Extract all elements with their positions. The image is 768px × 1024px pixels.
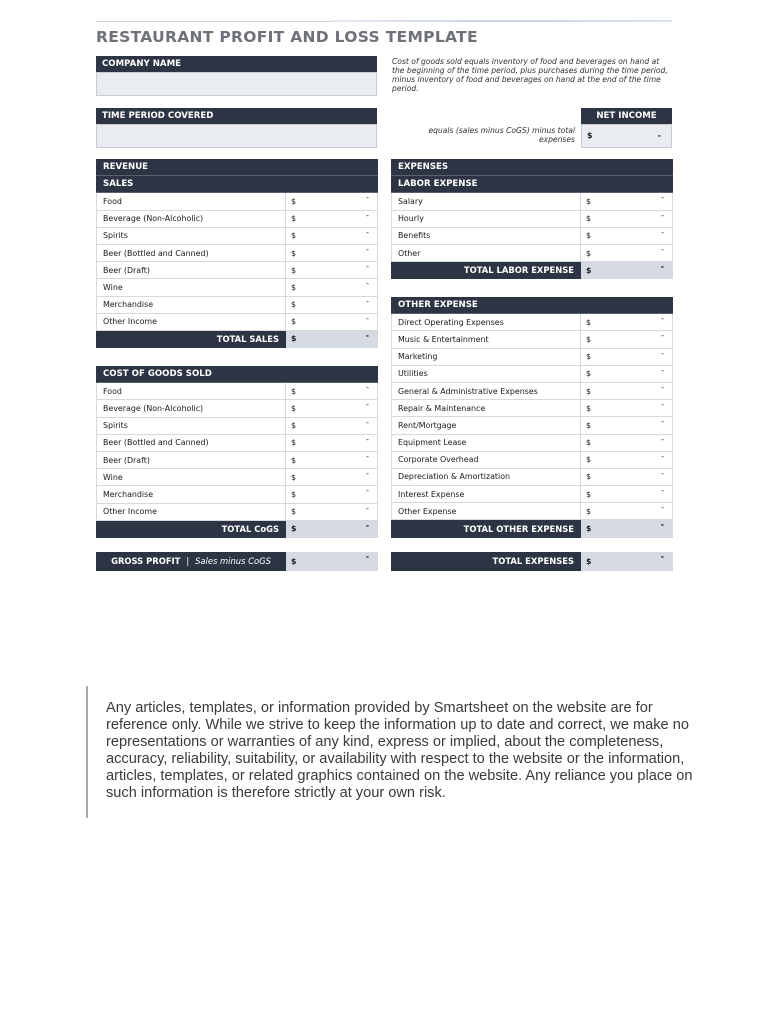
currency-symbol: $ — [586, 489, 592, 499]
sales-item-label: Food — [97, 193, 286, 210]
amount-value: - — [366, 486, 370, 496]
gross-profit-table — [96, 552, 378, 571]
disclaimer-text: Any articles, templates, or information provided by Smartsheet on the website are for reference only. While we strive to keep the information up to date and correct, we make no representations or warranties of any kind, express or implied, about the completeness, accuracy, reliability, suitability, or availability with respect to the website or the information, articles, templates, or related graphics contained on the website. Any reliance you place on such information is therefore strictly at your own risk. — [106, 700, 693, 801]
sales-item-label: Spirits — [97, 227, 286, 244]
currency-symbol: $ — [291, 317, 297, 327]
currency-symbol: $ — [586, 524, 592, 534]
sales-row-beverage — [97, 210, 378, 227]
other-row-music — [392, 331, 673, 348]
net-income-currency: $ — [587, 131, 593, 140]
other-item-amount[interactable] — [581, 451, 673, 468]
gross-profit-sublabel: Sales minus CoGS — [195, 556, 271, 566]
cogs-item-label: Beer (Bottled and Canned) — [97, 434, 286, 451]
cogs-item-amount[interactable] — [286, 469, 378, 486]
currency-symbol: $ — [586, 248, 592, 258]
currency-symbol: $ — [291, 556, 297, 566]
other-row-rent — [392, 417, 673, 434]
cogs-table — [96, 366, 378, 538]
sales-item-amount[interactable] — [286, 244, 378, 261]
cogs-row-food — [97, 383, 378, 400]
currency-symbol: $ — [586, 438, 592, 448]
amount-value: - — [660, 262, 665, 272]
sales-header: SALES — [97, 176, 378, 193]
sales-item-label: Merchandise — [97, 296, 286, 313]
amount-value: - — [661, 434, 665, 444]
currency-symbol: $ — [291, 386, 297, 396]
gross-profit-amount — [286, 552, 378, 571]
cogs-item-label: Wine — [97, 469, 286, 486]
top-accent-line — [332, 20, 672, 22]
other-item-label: Music & Entertainment — [392, 331, 581, 348]
net-income-label: NET INCOME — [581, 108, 672, 124]
cogs-item-amount[interactable] — [286, 383, 378, 400]
currency-symbol: $ — [291, 507, 297, 517]
amount-value: - — [661, 193, 665, 203]
sales-item-label: Wine — [97, 279, 286, 296]
net-income-value-box — [581, 124, 672, 148]
amount-value: - — [366, 227, 369, 237]
other-item-amount[interactable] — [581, 503, 673, 520]
amount-value: - — [661, 486, 665, 496]
total-other-amount — [581, 520, 673, 537]
other-item-amount[interactable] — [581, 331, 673, 348]
other-item-amount[interactable] — [581, 417, 673, 434]
sales-item-amount[interactable] — [286, 313, 378, 330]
other-item-amount[interactable] — [581, 468, 673, 485]
total-sales-label: TOTAL SALES — [97, 330, 286, 347]
amount-value: - — [366, 503, 370, 513]
currency-symbol: $ — [291, 214, 297, 224]
labor-row-salary — [392, 193, 673, 210]
currency-symbol: $ — [291, 472, 297, 482]
page-title: RESTAURANT PROFIT AND LOSS TEMPLATE — [96, 28, 478, 46]
currency-symbol: $ — [291, 455, 297, 465]
expenses-header-row — [392, 159, 673, 176]
cogs-row-merchandise — [97, 486, 378, 503]
cogs-item-label: Spirits — [97, 417, 286, 434]
amount-value: - — [661, 400, 665, 410]
total-expenses-label: TOTAL EXPENSES — [392, 552, 581, 571]
amount-value: - — [661, 382, 665, 392]
other-row-interest — [392, 486, 673, 503]
currency-symbol: $ — [586, 352, 592, 362]
revenue-header-row — [97, 159, 378, 176]
total-other-row — [392, 520, 673, 537]
sales-item-amount[interactable] — [286, 262, 378, 279]
amount-value: - — [366, 383, 370, 393]
net-income-note: equals (sales minus CoGS) minus total expenses — [428, 126, 575, 144]
currency-symbol: $ — [586, 196, 592, 206]
other-item-amount[interactable] — [581, 365, 673, 382]
cogs-item-label: Beer (Draft) — [97, 451, 286, 468]
amount-value: - — [365, 520, 370, 530]
cogs-row-other-income — [97, 503, 378, 520]
cogs-item-label: Food — [97, 383, 286, 400]
cogs-item-amount[interactable] — [286, 400, 378, 417]
total-labor-amount — [581, 262, 673, 279]
labor-header-row — [392, 176, 673, 193]
other-row-repair — [392, 400, 673, 417]
cogs-item-label: Other Income — [97, 503, 286, 520]
total-cogs-label: TOTAL CoGS — [97, 520, 286, 537]
sales-row-beer-bottled — [97, 244, 378, 261]
amount-value: - — [661, 314, 665, 324]
labor-item-amount[interactable] — [581, 227, 673, 244]
sales-item-label: Beer (Bottled and Canned) — [97, 244, 286, 261]
sales-row-beer-draft — [97, 262, 378, 279]
expenses-header: EXPENSES — [392, 159, 673, 176]
amount-value: - — [660, 552, 664, 561]
currency-symbol: $ — [586, 556, 592, 566]
other-item-label: Equipment Lease — [392, 434, 581, 451]
amount-value: - — [366, 451, 370, 461]
time-period-label: TIME PERIOD COVERED — [96, 108, 377, 124]
cogs-row-beer-draft — [97, 451, 378, 468]
other-item-label: Direct Operating Expenses — [392, 314, 581, 331]
currency-symbol: $ — [586, 317, 592, 327]
currency-symbol: $ — [586, 472, 592, 482]
currency-symbol: $ — [291, 489, 297, 499]
sales-item-label: Beverage (Non-Alcoholic) — [97, 210, 286, 227]
other-item-label: Marketing — [392, 348, 581, 365]
time-period-input[interactable] — [96, 124, 377, 148]
cogs-item-amount[interactable] — [286, 503, 378, 520]
cogs-note: Cost of goods sold equals inventory of food and beverages on hand at the beginning of the time period, plus purchases during the time period, minus inventory of food and beverages on hand at the end of the time period. — [392, 57, 668, 93]
amount-value: - — [366, 434, 370, 444]
amount-value: - — [366, 296, 369, 306]
currency-symbol: $ — [586, 455, 592, 465]
other-row-overhead — [392, 451, 673, 468]
amount-value: - — [661, 451, 665, 461]
amount-value: - — [366, 417, 370, 427]
currency-symbol: $ — [291, 248, 297, 258]
labor-item-label: Other — [392, 244, 581, 261]
currency-symbol: $ — [291, 231, 297, 241]
currency-symbol: $ — [586, 231, 592, 241]
other-item-label: Interest Expense — [392, 486, 581, 503]
currency-symbol: $ — [586, 369, 592, 379]
labor-item-label: Salary — [392, 193, 581, 210]
other-row-equipment — [392, 434, 673, 451]
gross-profit-row — [97, 552, 378, 571]
sales-table — [96, 159, 378, 348]
amount-value: - — [660, 520, 665, 530]
other-row-direct-operating — [392, 314, 673, 331]
amount-value: - — [366, 400, 370, 410]
amount-value: - — [366, 469, 370, 479]
disclaimer-bar — [86, 686, 88, 818]
company-name-input[interactable] — [96, 72, 377, 96]
other-row-other-expense — [392, 503, 673, 520]
total-cogs-row — [97, 520, 378, 537]
amount-value: - — [661, 227, 665, 237]
amount-value: - — [661, 365, 665, 375]
sales-item-amount[interactable] — [286, 210, 378, 227]
amount-value: - — [366, 262, 369, 272]
other-item-label: Utilities — [392, 365, 581, 382]
cogs-row-beverage — [97, 400, 378, 417]
labor-row-hourly — [392, 210, 673, 227]
amount-value: - — [661, 503, 665, 513]
currency-symbol: $ — [291, 300, 297, 310]
total-sales-amount — [286, 330, 378, 347]
other-expense-header-row — [392, 297, 673, 314]
currency-symbol: $ — [586, 506, 592, 516]
other-item-amount[interactable] — [581, 400, 673, 417]
currency-symbol: $ — [291, 282, 297, 292]
other-item-label: Depreciation & Amortization — [392, 468, 581, 485]
currency-symbol: $ — [586, 214, 592, 224]
cogs-row-wine — [97, 469, 378, 486]
currency-symbol: $ — [291, 265, 297, 275]
other-item-label: Corporate Overhead — [392, 451, 581, 468]
sales-row-food — [97, 193, 378, 210]
cogs-item-amount[interactable] — [286, 451, 378, 468]
labor-item-amount[interactable] — [581, 244, 673, 261]
currency-symbol: $ — [291, 403, 297, 413]
cogs-item-label: Beverage (Non-Alcoholic) — [97, 400, 286, 417]
company-name-label: COMPANY NAME — [96, 56, 377, 72]
other-row-marketing — [392, 348, 673, 365]
cogs-header: COST OF GOODS SOLD — [97, 366, 378, 383]
sales-item-label: Other Income — [97, 313, 286, 330]
other-expense-table — [391, 297, 673, 538]
currency-symbol: $ — [586, 420, 592, 430]
gross-profit-label: GROSS PROFIT — [111, 556, 181, 566]
other-item-label: Rent/Mortgage — [392, 417, 581, 434]
cogs-header-row — [97, 366, 378, 383]
amount-value: - — [365, 552, 369, 561]
sales-row-merchandise — [97, 296, 378, 313]
other-item-label: Repair & Maintenance — [392, 400, 581, 417]
currency-symbol: $ — [291, 421, 297, 431]
currency-symbol: $ — [291, 524, 297, 534]
currency-symbol: $ — [291, 334, 297, 344]
total-sales-row — [97, 330, 378, 347]
currency-symbol: $ — [291, 196, 297, 206]
labor-item-label: Benefits — [392, 227, 581, 244]
sales-item-label: Beer (Draft) — [97, 262, 286, 279]
net-income-value: - — [657, 131, 661, 140]
amount-value: - — [366, 244, 369, 254]
other-row-general-admin — [392, 382, 673, 399]
currency-symbol: $ — [586, 334, 592, 344]
total-expenses-amount — [581, 552, 673, 571]
other-item-amount[interactable] — [581, 486, 673, 503]
labor-item-amount[interactable] — [581, 193, 673, 210]
other-row-utilities — [392, 365, 673, 382]
total-labor-row — [392, 262, 673, 279]
other-item-amount[interactable] — [581, 348, 673, 365]
total-cogs-amount — [286, 520, 378, 537]
labor-header: LABOR EXPENSE — [392, 176, 673, 193]
amount-value: - — [366, 193, 369, 203]
cogs-item-amount[interactable] — [286, 486, 378, 503]
amount-value: - — [661, 244, 665, 254]
other-item-label: General & Administrative Expenses — [392, 382, 581, 399]
labor-row-benefits — [392, 227, 673, 244]
amount-value: - — [366, 313, 369, 323]
other-item-amount[interactable] — [581, 434, 673, 451]
amount-value: - — [661, 331, 665, 341]
currency-symbol: $ — [586, 403, 592, 413]
other-item-label: Other Expense — [392, 503, 581, 520]
sales-item-amount[interactable] — [286, 193, 378, 210]
currency-symbol: $ — [291, 438, 297, 448]
currency-symbol: $ — [586, 265, 592, 275]
labor-row-other — [392, 244, 673, 261]
total-other-label: TOTAL OTHER EXPENSE — [392, 520, 581, 537]
sales-item-amount[interactable] — [286, 227, 378, 244]
cogs-item-amount[interactable] — [286, 434, 378, 451]
cogs-item-amount[interactable] — [286, 417, 378, 434]
gross-profit-separator: | — [186, 556, 190, 566]
revenue-header: REVENUE — [97, 159, 378, 176]
amount-value: - — [366, 279, 369, 289]
sales-item-amount[interactable] — [286, 279, 378, 296]
labor-expense-table — [391, 159, 673, 279]
gross-profit-label-cell — [97, 552, 286, 571]
other-item-amount[interactable] — [581, 382, 673, 399]
sales-row-other-income — [97, 313, 378, 330]
sales-row-spirits — [97, 227, 378, 244]
amount-value: - — [661, 417, 665, 427]
total-expenses-table — [391, 552, 673, 571]
cogs-row-beer-bottled — [97, 434, 378, 451]
total-expenses-row — [392, 552, 673, 571]
amount-value: - — [661, 348, 665, 358]
other-row-depreciation — [392, 468, 673, 485]
amount-value: - — [661, 210, 665, 220]
amount-value: - — [661, 468, 665, 478]
cogs-item-label: Merchandise — [97, 486, 286, 503]
sales-item-amount[interactable] — [286, 296, 378, 313]
other-item-amount[interactable] — [581, 314, 673, 331]
sales-header-row — [97, 176, 378, 193]
amount-value: - — [365, 330, 369, 340]
sales-row-wine — [97, 279, 378, 296]
cogs-row-spirits — [97, 417, 378, 434]
other-expense-header: OTHER EXPENSE — [392, 297, 673, 314]
total-labor-label: TOTAL LABOR EXPENSE — [392, 262, 581, 279]
labor-item-amount[interactable] — [581, 210, 673, 227]
currency-symbol: $ — [586, 386, 592, 396]
labor-item-label: Hourly — [392, 210, 581, 227]
amount-value: - — [366, 210, 369, 220]
